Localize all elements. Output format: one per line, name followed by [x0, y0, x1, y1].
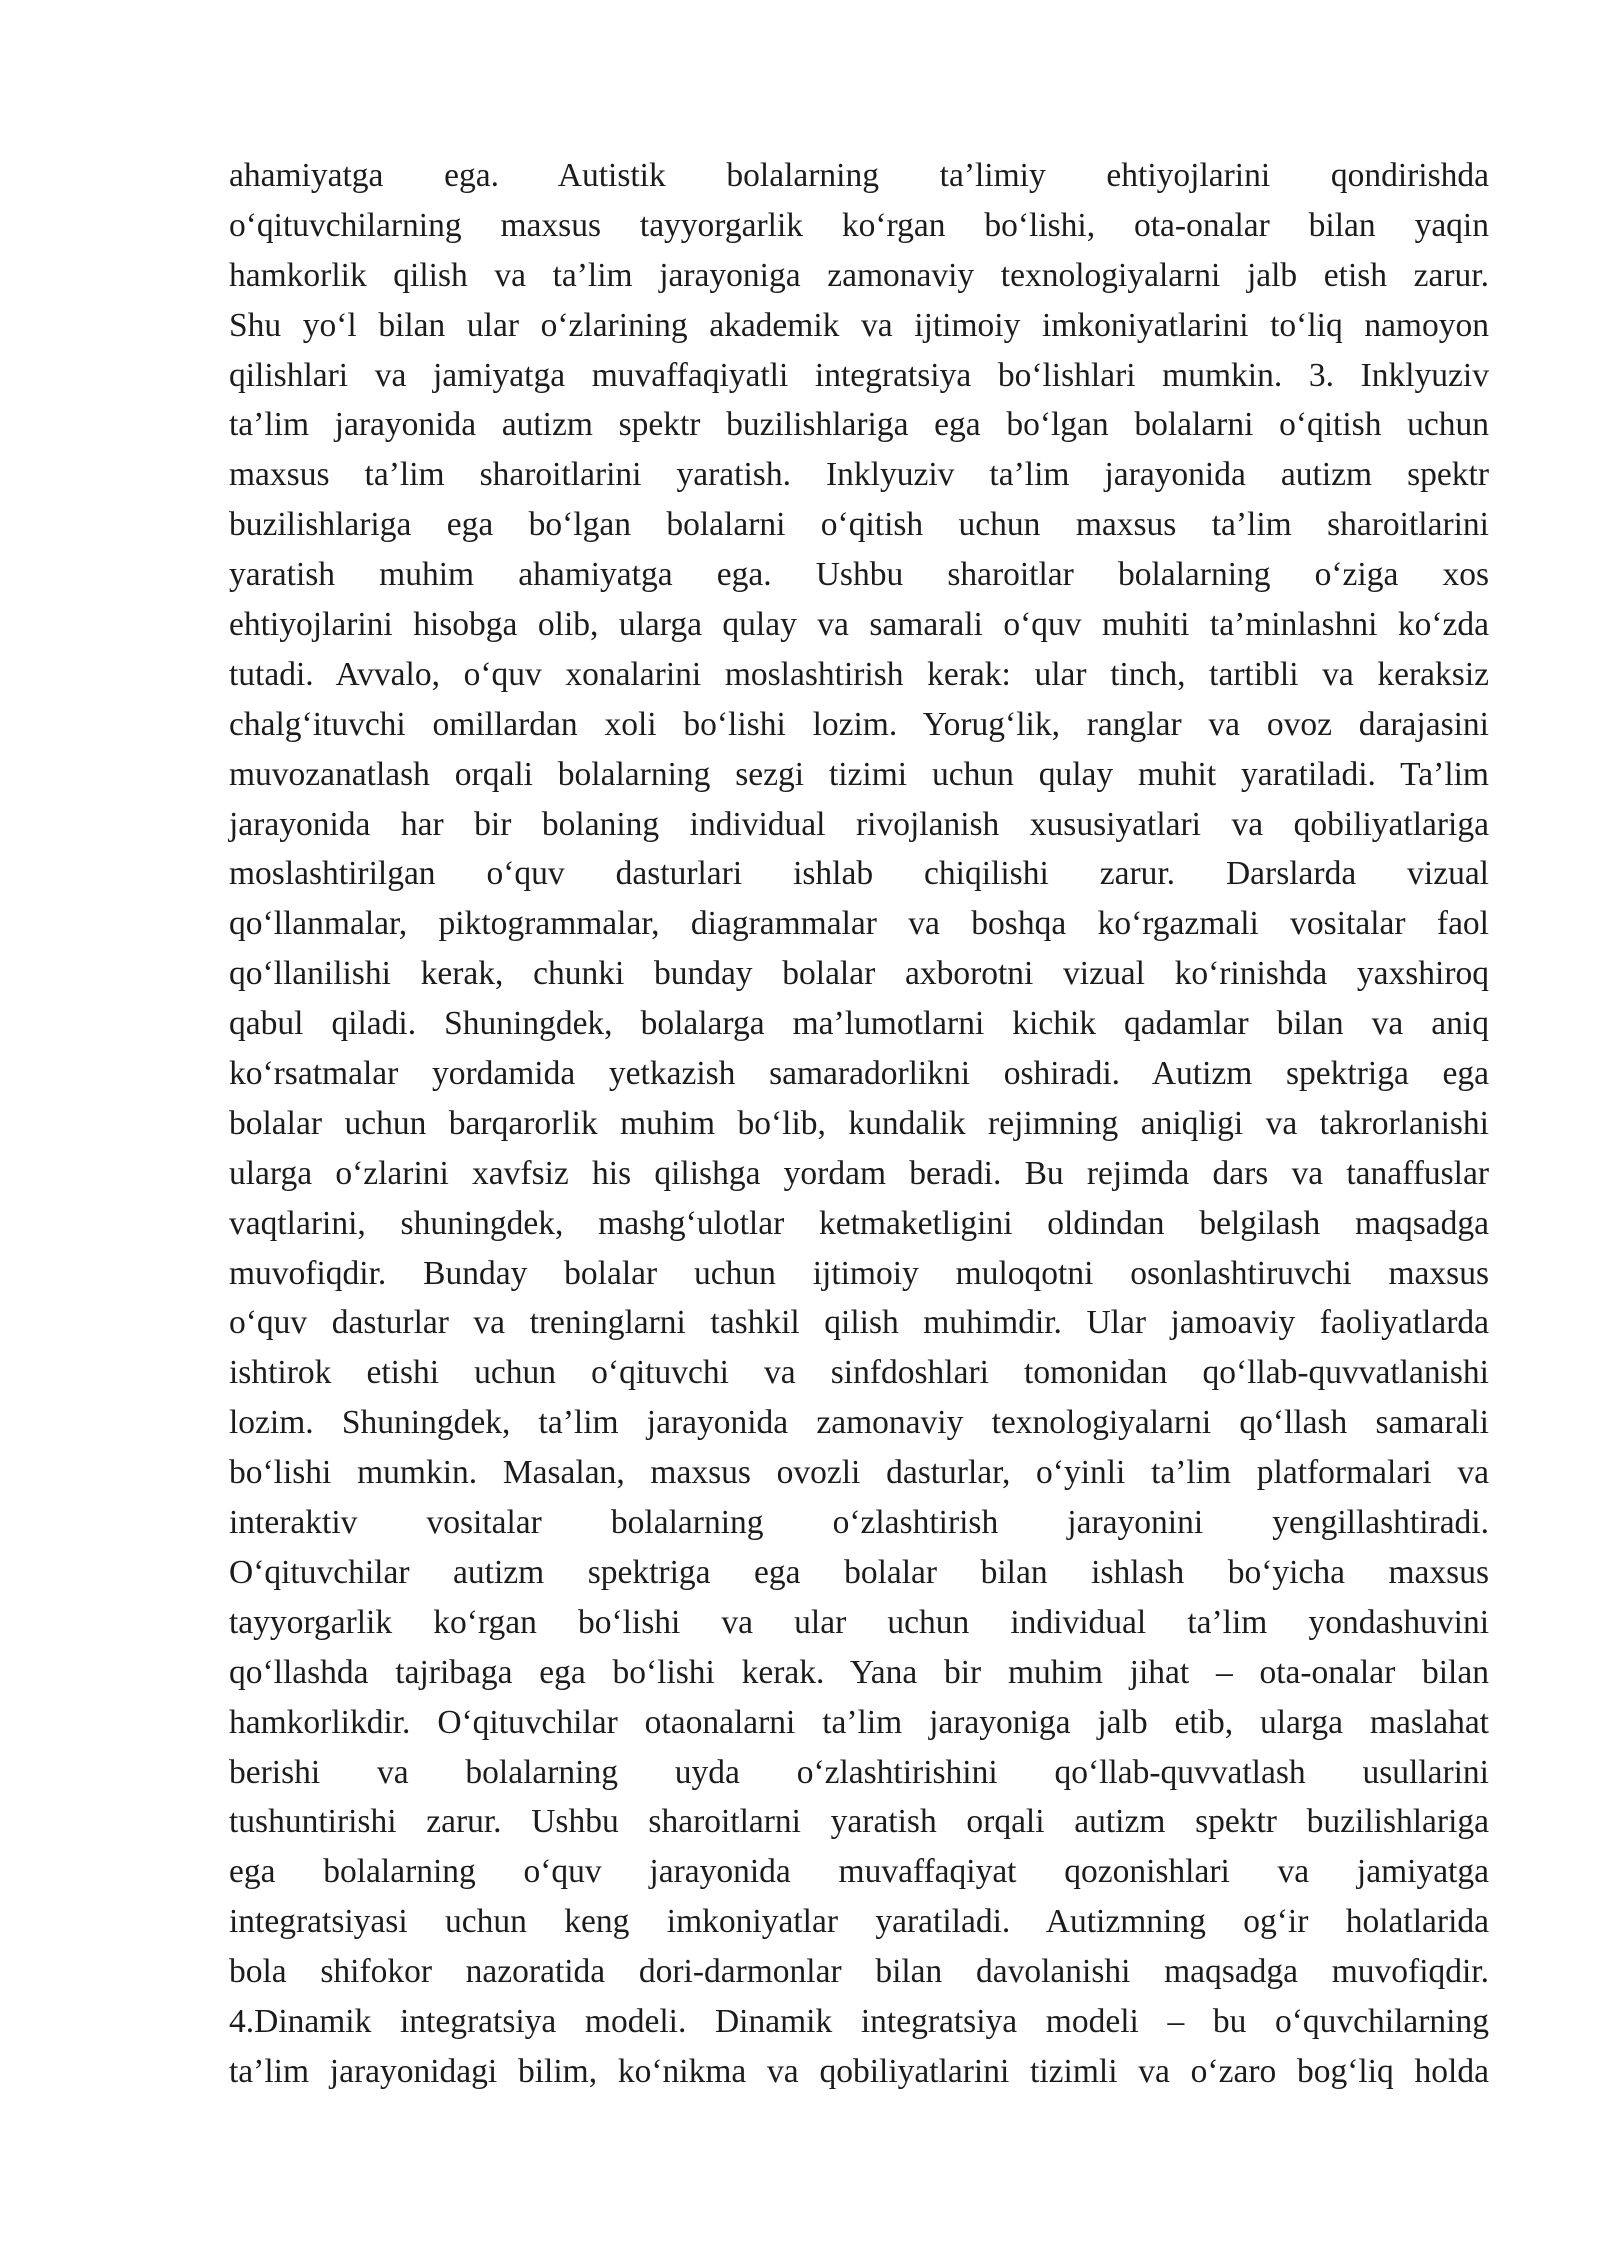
- text-line: bolalar uchun barqarorlik muhim bo‘lib, kundalik rejimning aniqligi va takrorlanishi: [229, 1104, 1489, 1142]
- text-line: lozim. Shuningdek, ta’lim jarayonida zamonaviy texnologiyalarni qo‘llash samarali: [229, 1404, 1489, 1442]
- text-line: qilishlari va jamiyatga muvaffaqiyatli integratsiya bo‘lishlari mumkin. 3. Inklyuziv: [229, 356, 1489, 394]
- text-line: tayyorgarlik ko‘rgan bo‘lishi va ular uchun individual ta’lim yondashuvini: [229, 1603, 1489, 1641]
- text-line: vaqtlarini, shuningdek, mashg‘ulotlar ketmaketligini oldindan belgilash maqsadga: [229, 1204, 1489, 1242]
- text-line: yaratish muhim ahamiyatga ega. Ushbu sharoitlar bolalarning o‘ziga xos: [229, 556, 1489, 594]
- text-line: tutadi. Avvalo, o‘quv xonalarini moslashtirish kerak: ular tinch, tartibli va keraksiz: [229, 655, 1489, 693]
- text-line: ahamiyatga ega. Autistik bolalarning ta’limiy ehtiyojlarini qondirishda: [229, 157, 1489, 194]
- text-line: bo‘lishi mumkin. Masalan, maxsus ovozli dasturlar, o‘yinli ta’lim platformalari va: [229, 1454, 1489, 1492]
- text-line: jarayonida har bir bolaning individual rivojlanish xususiyatlari va qobiliyatlariga: [229, 805, 1489, 843]
- text-line: berishi va bolalarning uyda o‘zlashtirishini qo‘llab-quvvatlash usullarini: [229, 1753, 1489, 1791]
- text-line: qo‘llanmalar, piktogrammalar, diagrammalar va boshqa ko‘rgazmali vositalar faol: [229, 905, 1489, 943]
- text-line: qo‘llanilishi kerak, chunki bunday bolalar axborotni vizual ko‘rinishda yaxshiroq: [229, 955, 1489, 993]
- text-line: bola shifokor nazoratida dori-darmonlar bilan davolanishi maqsadga muvofiqdir.: [229, 1953, 1489, 1991]
- text-line: chalg‘ituvchi omillardan xoli bo‘lishi lozim. Yorug‘lik, ranglar va ovoz darajasini: [229, 705, 1489, 743]
- text-line: ta’lim jarayonida autizm spektr buzilishlariga ega bo‘lgan bolalarni o‘qitish uchun: [229, 406, 1489, 444]
- text-line: ishtirok etishi uchun o‘qituvchi va sinfdoshlari tomonidan qo‘llab-quvvatlanishi: [229, 1354, 1489, 1392]
- text-line: 4.Dinamik integratsiya modeli. Dinamik integratsiya modeli – bu o‘quvchilarning: [229, 2002, 1489, 2040]
- text-line: hamkorlik qilish va ta’lim jarayoniga zamonaviy texnologiyalarni jalb etish zarur.: [229, 256, 1489, 294]
- body-text: [229, 151, 1489, 2097]
- text-line: O‘qituvchilar autizm spektriga ega bolalar bilan ishlash bo‘yicha maxsus: [229, 1553, 1489, 1591]
- text-line: interaktiv vositalar bolalarning o‘zlashtirish jarayonini yengillashtiradi.: [229, 1504, 1489, 1542]
- text-line: buzilishlariga ega bo‘lgan bolalarni o‘qitish uchun maxsus ta’lim sharoitlarini: [229, 506, 1489, 544]
- text-line: maxsus ta’lim sharoitlarini yaratish. Inklyuziv ta’lim jarayonida autizm spektr: [229, 456, 1489, 494]
- text-line: moslashtirilgan o‘quv dasturlari ishlab chiqilishi zarur. Darslarda vizual: [229, 855, 1489, 893]
- text-line: ularga o‘zlarini xavfsiz his qilishga yordam beradi. Bu rejimda dars va tanaffuslar: [229, 1154, 1489, 1192]
- text-line: Shu yo‘l bilan ular o‘zlarining akademik va ijtimoiy imkoniyatlarini to‘liq namoyon: [229, 306, 1489, 344]
- text-line: muvozanatlash orqali bolalarning sezgi tizimi uchun qulay muhit yaratiladi. Ta’lim: [229, 755, 1489, 793]
- text-line: o‘qituvchilarning maxsus tayyorgarlik ko‘rgan bo‘lishi, ota-onalar bilan yaqin: [229, 206, 1489, 244]
- text-line: muvofiqdir. Bunday bolalar uchun ijtimoiy muloqotni osonlashtiruvchi maxsus: [229, 1254, 1489, 1292]
- text-line: o‘quv dasturlar va treninglarni tashkil qilish muhimdir. Ular jamoaviy faoliyatlarda: [229, 1304, 1489, 1342]
- text-line: ta’lim jarayonidagi bilim, ko‘nikma va qobiliyatlarini tizimli va o‘zaro bog‘liq holda: [229, 2052, 1489, 2090]
- text-line: tushuntirishi zarur. Ushbu sharoitlarni yaratish orqali autizm spektr buzilishlariga: [229, 1803, 1489, 1841]
- text-line: hamkorlikdir. O‘qituvchilar otaonalarni ta’lim jarayoniga jalb etib, ularga maslahat: [229, 1703, 1489, 1741]
- text-line: ehtiyojlarini hisobga olib, ularga qulay va samarali o‘quv muhiti ta’minlashni ko‘zda: [229, 606, 1489, 644]
- text-line: ega bolalarning o‘quv jarayonida muvaffaqiyat qozonishlari va jamiyatga: [229, 1853, 1489, 1891]
- text-line: qabul qiladi. Shuningdek, bolalarga ma’lumotlarni kichik qadamlar bilan va aniq: [229, 1005, 1489, 1043]
- text-line: integratsiyasi uchun keng imkoniyatlar yaratiladi. Autizmning og‘ir holatlarida: [229, 1903, 1489, 1941]
- text-line: qo‘llashda tajribaga ega bo‘lishi kerak. Yana bir muhim jihat – ota-onalar bilan: [229, 1653, 1489, 1691]
- text-line: ko‘rsatmalar yordamida yetkazish samaradorlikni oshiradi. Autizm spektriga ega: [229, 1055, 1489, 1093]
